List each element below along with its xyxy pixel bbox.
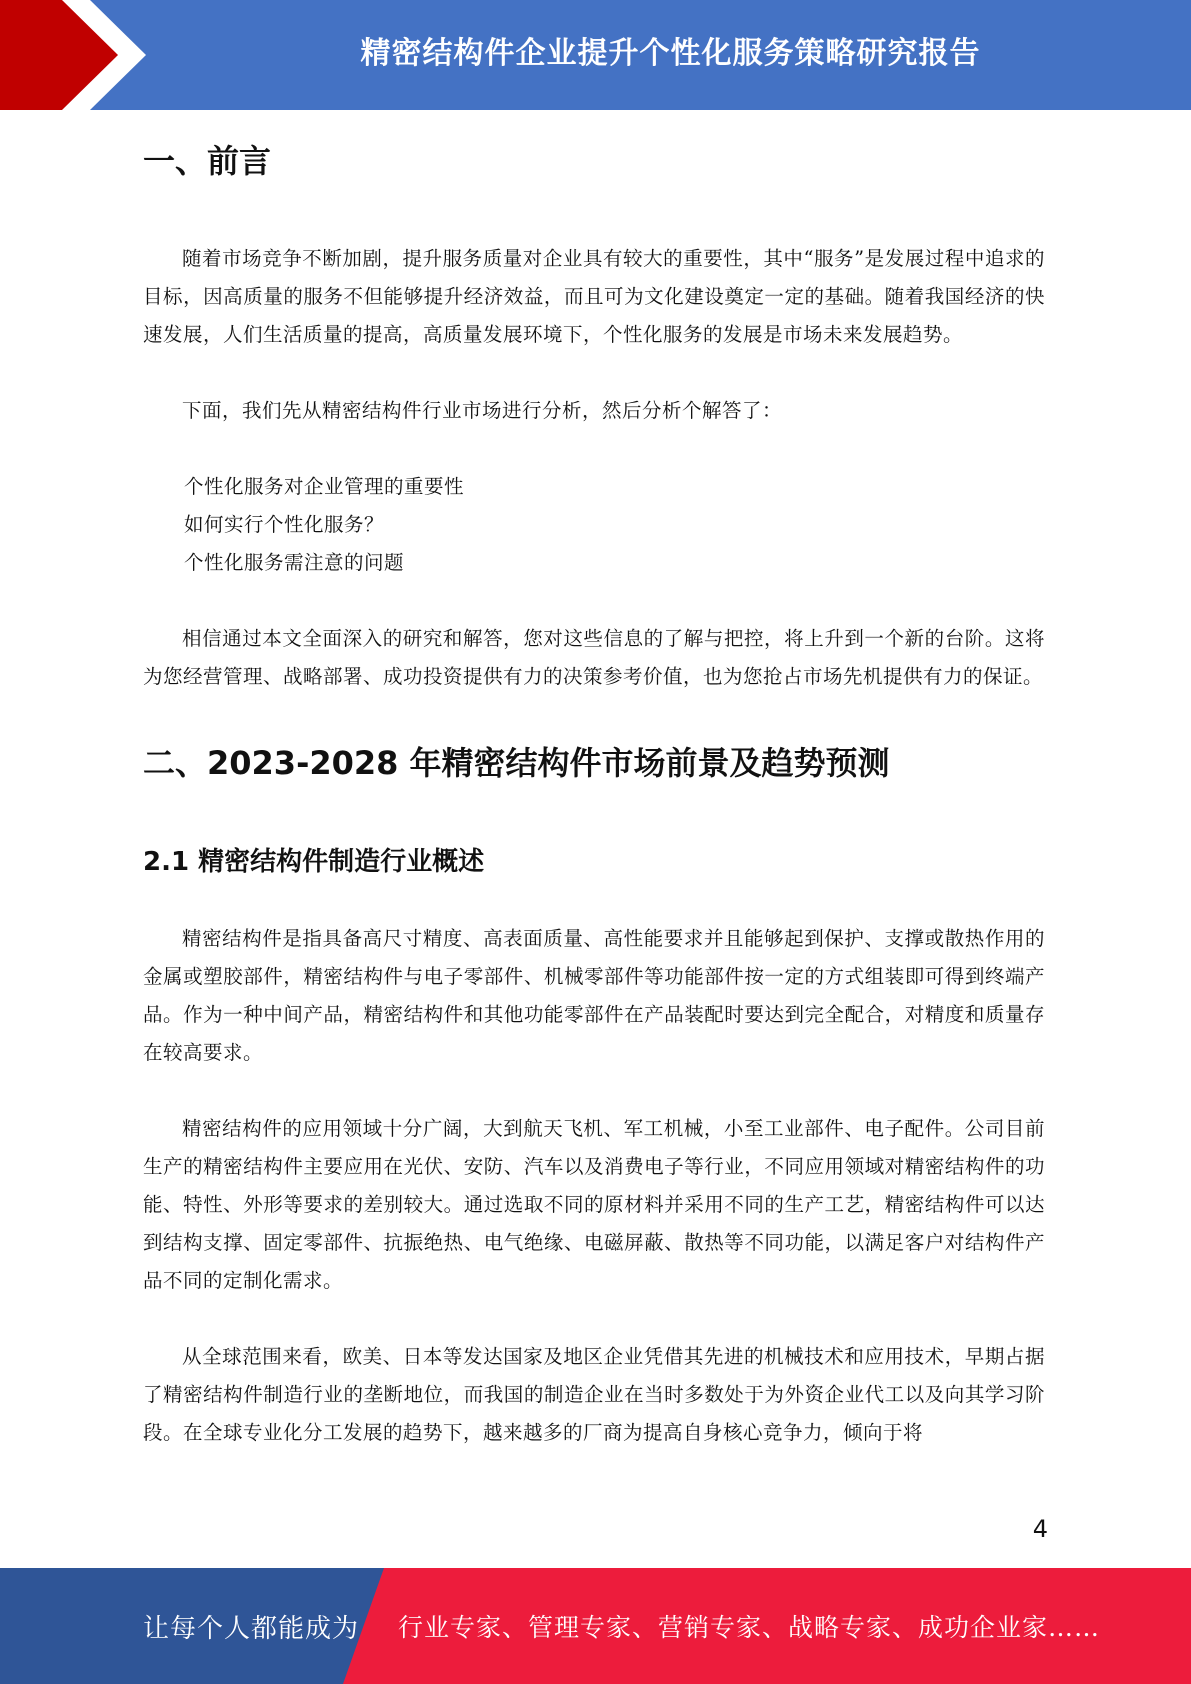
subsection-heading: 2.1 精密结构件制造行业概述	[143, 847, 485, 877]
paragraph: 随着市场竞争不断加剧，提升服务质量对企业具有较大的重要性，其中“服务”是发展过程中追求的目标，因高质量的服务不但能够提升经济效益，而且可为文化建设奠定一定的基础。随着我国经济的快速发展，人们生活质量的提高，高质量发展环境下，个性化服务的发展是市场未来发展趋势。	[143, 247, 1045, 346]
list-item: 个性化服务需注意的问题	[184, 551, 405, 574]
report-header-bar	[0, 0, 1191, 110]
list-item: 如何实行个性化服务？	[184, 513, 385, 536]
paragraph: 下面，我们先从精密结构件行业市场进行分析，然后分析个解答了：	[182, 399, 783, 422]
footer-slogan-left: 让每个人都能成为	[143, 1613, 360, 1644]
section-heading-preface: 一、前言	[143, 142, 272, 180]
paragraph: 从全球范围来看，欧美、日本等发达国家及地区企业凭借其先进的机械技术和应用技术，早期占据了精密结构件制造行业的垄断地位，而我国的制造企业在当时多数处于为外资企业代工以及向其学习阶段。在全球专业化分工发展的趋势下，越来越多的厂商为提高自身核心竞争力，倾向于将	[143, 1345, 1045, 1444]
page-number: 4	[1032, 1515, 1048, 1543]
red-chevron-icon	[0, 0, 150, 110]
paragraph: 相信通过本文全面深入的研究和解答，您对这些信息的了解与把控，将上升到一个新的台阶。这将为您经营管理、战略部署、成功投资提供有力的决策参考价值，也为您抢占市场先机提供有力的保证。	[143, 627, 1045, 688]
footer-banner	[0, 1568, 1191, 1684]
report-title: 精密结构件企业提升个性化服务策略研究报告	[360, 36, 981, 71]
section-heading-forecast: 二、2023-2028 年精密结构件市场前景及趋势预测	[143, 744, 890, 782]
page-content	[143, 138, 1045, 1452]
footer-slogan-right: 行业专家、管理专家、营销专家、战略专家、成功企业家……	[398, 1613, 1101, 1642]
paragraph: 精密结构件的应用领域十分广阔，大到航天飞机、军工机械，小至工业部件、电子配件。公司目前生产的精密结构件主要应用在光伏、安防、汽车以及消费电子等行业，不同应用领域对精密结构件的功能、特性、外形等要求的差别较大。通过选取不同的原材料并采用不同的生产工艺，精密结构件可以达到结构支撑、固定零部件、抗振绝热、电气绝缘、电磁屏蔽、散热等不同功能，以满足客户对结构件产品不同的定制化需求。	[143, 1117, 1045, 1292]
paragraph: 精密结构件是指具备高尺寸精度、高表面质量、高性能要求并且能够起到保护、支撑或散热作用的金属或塑胶部件，精密结构件与电子零部件、机械零部件等功能部件按一定的方式组装即可得到终端产品。作为一种中间产品，精密结构件和其他功能零部件在产品装配时要达到完全配合，对精度和质量存在较高要求。	[143, 927, 1045, 1064]
list-item: 个性化服务对企业管理的重要性	[184, 475, 465, 498]
